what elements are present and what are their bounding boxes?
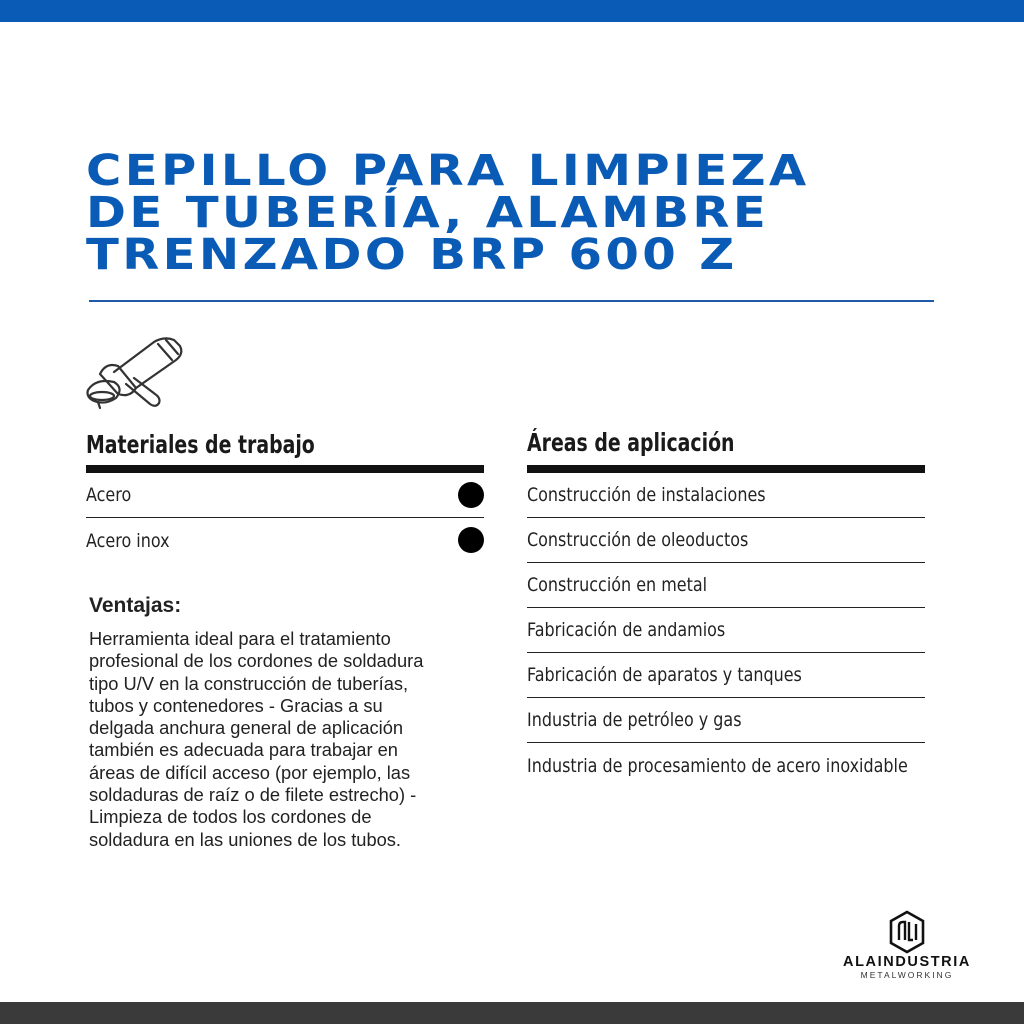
application-label: Fabricación de aparatos y tanques bbox=[527, 664, 802, 686]
advantages-line: delgada anchura general de aplicación bbox=[89, 717, 404, 739]
brand-tagline: METALWORKING bbox=[860, 970, 954, 980]
top-accent-bar bbox=[0, 0, 1024, 22]
material-row-acero-inox bbox=[86, 518, 484, 563]
product-title-line-3: TRENZADO BRP 600 Z bbox=[86, 230, 738, 280]
application-label: Industria de procesamiento de acero inoxidable bbox=[527, 754, 908, 777]
material-label: Acero inox bbox=[86, 529, 170, 552]
application-row bbox=[527, 743, 937, 788]
advantages-line: también es adecuada para trabajar en bbox=[89, 739, 398, 761]
application-row bbox=[527, 608, 925, 653]
application-row bbox=[527, 653, 925, 698]
product-title-line-1: CEPILLO PARA LIMPIEZA bbox=[86, 146, 810, 196]
product-title-line-2: DE TUBERÍA, ALAMBRE bbox=[86, 188, 770, 238]
application-row bbox=[527, 563, 925, 608]
application-label: Construcción de instalaciones bbox=[527, 484, 766, 506]
product-title bbox=[86, 146, 1024, 280]
application-row bbox=[527, 473, 925, 518]
advantages-text bbox=[89, 628, 479, 851]
application-label: Construcción de oleoductos bbox=[527, 529, 749, 551]
advantages-title: Ventajas: bbox=[89, 594, 182, 617]
angle-grinder-icon bbox=[84, 332, 184, 412]
material-label: Acero bbox=[86, 484, 132, 506]
title-divider bbox=[89, 300, 934, 302]
materials-rule bbox=[86, 465, 484, 473]
advantages-line: soldaduras de raíz o de filete estrecho) - bbox=[89, 784, 417, 806]
application-label: Fabricación de andamios bbox=[527, 619, 726, 641]
materials-title: Materiales de trabajo bbox=[86, 430, 315, 459]
filled-dot-icon bbox=[458, 482, 484, 508]
brand-name: ALAINDUSTRIA bbox=[843, 954, 971, 970]
brand-logo bbox=[822, 910, 992, 984]
advantages-line: profesional de los cordones de soldadura bbox=[89, 650, 424, 672]
material-row-acero bbox=[86, 473, 484, 518]
application-row bbox=[527, 698, 925, 743]
application-label: Industria de petróleo y gas bbox=[527, 709, 742, 731]
advantages-line: Limpieza de todos los cordones de bbox=[89, 806, 372, 828]
applications-rule bbox=[527, 465, 925, 473]
advantages-line: Herramienta ideal para el tratamiento bbox=[89, 628, 391, 649]
filled-dot-icon bbox=[458, 527, 484, 553]
advantages-line: tipo U/V en la construcción de tuberías, bbox=[89, 672, 409, 694]
application-row bbox=[527, 518, 925, 563]
application-label: Construcción en metal bbox=[527, 574, 708, 596]
applications-title: Áreas de aplicación bbox=[527, 428, 735, 457]
advantages-line: áreas de difícil acceso (por ejemplo, las bbox=[89, 761, 411, 783]
advantages-line: tubos y contenedores - Gracias a su bbox=[89, 694, 383, 716]
advantages-line: soldadura en las uniones de los tubos. bbox=[89, 828, 402, 850]
alaindustria-logo-icon bbox=[888, 910, 926, 954]
bottom-accent-bar bbox=[0, 1002, 1024, 1024]
